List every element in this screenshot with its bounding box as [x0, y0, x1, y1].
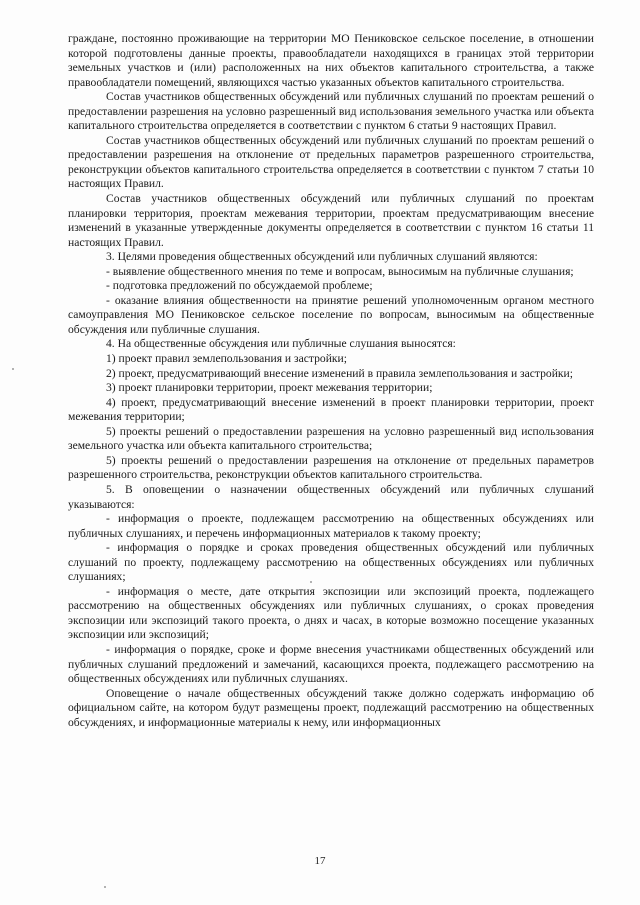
paragraph-notification-heading: 5. В оповещении о назначении общественных обсуждений или публичных слушаний указываются: — [68, 482, 594, 511]
scan-speck — [12, 368, 14, 370]
list-item-subject-4: 4) проект, предусматривающий внесение изменений в проект планировки территории, проект межевания территории; — [68, 395, 594, 424]
list-item-subject-6: 5) проекты решений о предоставлении разрешения на отклонение от предельных параметров разрешенного строительства, реконструкции объектов капитального строительства. — [68, 453, 594, 482]
list-item-subject-2: 2) проект, предусматривающий внесение изменений в правила землепользования и застройки; — [106, 366, 573, 380]
list-item-notification-1: - информация о проекте, подлежащем рассмотрению на общественных обсуждениях или публичных слушаниях, и перечень информационных материалов к такому проекту; — [68, 512, 594, 540]
list-item-goal-2: - подготовка предложений по обсуждаемой проблеме; — [106, 279, 373, 293]
list-item-subject-3: 3) проект планировки территории, проект межевания территории; — [106, 381, 433, 395]
paragraph-goals-heading: 3. Целями проведения общественных обсуждений или публичных слушаний являются: — [106, 250, 538, 264]
paragraph-participants-conditional-use: Состав участников общественных обсуждений или публичных слушаний по проектам решений о предоставлении разрешения на условно разрешенный вид использования земельного участка или объекта капитального строительства определяется в соответствии с пунктом 6 статьи 9 настоящих Правил. — [68, 90, 594, 133]
document-body — [68, 32, 594, 730]
scan-speck — [104, 886, 106, 888]
scan-speck — [310, 581, 312, 583]
paragraph-notification-website: Оповещение о начале общественных обсуждений также должно содержать информацию об официальном сайте, на котором будут размещены проект, подлежащий рассмотрению на общественных обсуждениях, и информационные материалы к нему, или информационных — [68, 686, 594, 729]
paragraph-participants-deviation: Состав участников общественных обсуждений или публичных слушаний по проектам решений о предоставлении разрешения на отклонение от предельных параметров разрешенного строительства, реконструкции объектов капитального строительства определяется в соответствии с пунктом 7 статьи 10 настоящих Правил. — [68, 133, 594, 191]
list-item-goal-1: - выявление общественного мнения по теме и вопросам, выносимым на публичные слушания; — [106, 264, 574, 278]
paragraph-participants-citizens: граждане, постоянно проживающие на территории МО Пениковское сельское поселение, в отношении которой подготовлены данные проекты, правообладатели находящихся в границах этой территории земельных участков и (или) расположенных на них объектов капитального строительства, а также правообладатели помещений, являющихся частью указанных объектов капитального строительства. — [68, 32, 594, 89]
list-item-notification-3: - информация о месте, дате открытия экспозиции или экспозиций проекта, подлежащего рассмотрению на общественных обсуждениях или публичных слушаниях, о сроках проведения экспозиции или экспозиций такого проекта, о днях и часах, в которые возможно посещение указанных экспозиции или экспозиций; — [68, 584, 594, 642]
list-item-notification-4: - информация о порядке, сроке и форме внесения участниками общественных обсуждений или публичных слушаний предложений и замечаний, касающихся проекта, подлежащего рассмотрению на общественных обсуждениях или публичных слушаниях. — [68, 642, 594, 686]
list-item-subject-1: 1) проект правил землепользования и застройки; — [106, 352, 347, 366]
list-item-subject-5: 5) проекты решений о предоставлении разрешения на условно разрешенный вид использования земельного участка или объекта капитального строительства; — [68, 424, 594, 453]
list-item-goal-3: - оказание влияния общественности на принятие решений уполномоченным органом местного самоуправления МО Пениковское сельское поселение по вопросам, выносимым на общественные обсуждения или публичные слушания. — [68, 293, 594, 336]
page-number: 17 — [314, 855, 326, 867]
paragraph-subjects-heading: 4. На общественные обсуждения или публичные слушания выносятся: — [106, 337, 456, 351]
paragraph-participants-planning: Состав участников общественных обсуждений или публичных слушаний по проектам планировки территория, проектам межевания территории, проектам предусматривающим внесение изменений в указанные утвержденные документы определяется в соответствии с пунктом 16 статьи 11 настоящих Правил. — [68, 192, 594, 249]
list-item-notification-2: - информация о порядке и сроках проведения общественных обсуждений или публичных слушаний по проекту, подлежащему рассмотрению на общественных обсуждениях или публичных слушаниях; — [68, 541, 594, 584]
